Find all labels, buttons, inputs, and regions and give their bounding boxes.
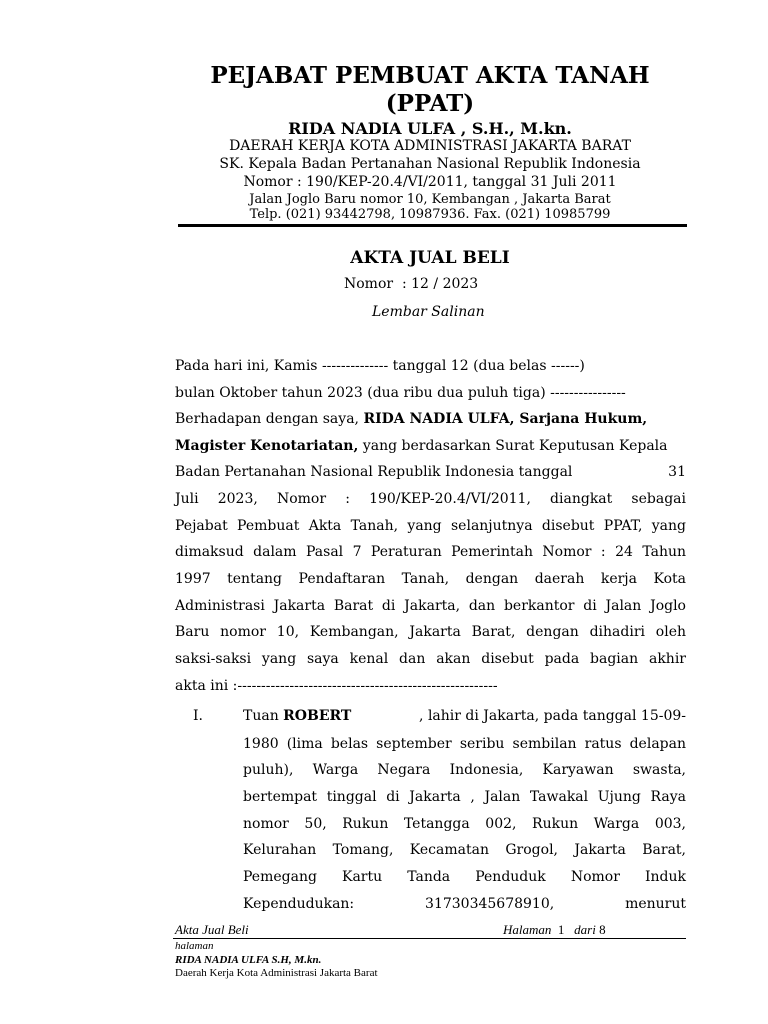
party-line: Pemegang Kartu Tanda Penduduk Nomor Induk — [243, 869, 686, 885]
body-text: 31 — [668, 464, 686, 480]
body-line: Administrasi Jakarta Barat di Jakarta, dan berkantor di Jalan Joglo — [175, 598, 686, 614]
party-text: menurut — [625, 896, 686, 912]
document-number: Nomor : 12 / 2023 — [344, 276, 479, 292]
letterhead-decree-number: Nomor : 190/KEP-20.4/VI/2011, tanggal 31 Juli 2011 — [243, 174, 617, 190]
party-line — [243, 706, 686, 726]
body-line — [175, 436, 686, 456]
letterhead-decree: SK. Kepala Badan Pertanahan Nasional Republik Indonesia — [219, 156, 641, 172]
footer-page-num: 1 — [557, 922, 565, 937]
body-line: 1997 tentang Pendaftaran Tanah, dengan daerah kerja Kota — [175, 571, 686, 587]
letterhead-address: Jalan Joglo Baru nomor 10, Kembangan , Jakarta Barat — [249, 192, 611, 207]
body-line: dimaksud dalam Pasal 7 Peraturan Pemerintah Nomor : 24 Tahun — [175, 544, 686, 560]
footer-of-label: dari — [574, 922, 596, 937]
official-name: RIDA NADIA ULFA, Sarjana Hukum, — [363, 411, 648, 427]
footer-page-info — [503, 922, 606, 938]
letterhead-area: DAERAH KERJA KOTA ADMINISTRASI JAKARTA BARAT — [229, 138, 631, 154]
body-line: Baru nomor 10, Kembangan, Jakarta Barat, dengan dihadiri oleh — [175, 624, 686, 640]
list-marker: I. — [193, 708, 203, 724]
party-line: 1980 (lima belas september seribu sembilan ratus delapan — [243, 736, 686, 752]
letterhead-subtitle: (PPAT) — [385, 90, 475, 117]
footer-page-label: Halaman — [503, 922, 552, 937]
footer-halaman: halaman — [175, 940, 214, 952]
letterhead-name: RIDA NADIA ULFA , S.H., M.kn. — [288, 119, 572, 138]
footer-divider — [173, 938, 686, 939]
official-title: Magister Kenotariatan, — [175, 438, 359, 454]
party-line: puluh), Warga Negara Indonesia, Karyawan swasta, — [243, 762, 686, 778]
party-line: nomor 50, Rukun Tetangga 002, Rukun Warga 003, — [243, 816, 686, 832]
party-line — [243, 894, 686, 914]
body-line — [175, 462, 686, 482]
party-text: , lahir di Jakarta, pada tanggal 15-09- — [419, 708, 686, 724]
body-text: Badan Pertanahan Nasional Republik Indonesia tanggal — [175, 464, 573, 480]
body-line: akta ini :------------------------------------------------------- — [175, 678, 498, 694]
copy-label: Lembar Salinan — [372, 304, 485, 320]
footer-signer: RIDA NADIA ULFA S.H, M.kn. — [175, 954, 322, 966]
body-line — [175, 409, 686, 429]
body-text: Berhadapan dengan saya, — [175, 411, 364, 427]
document-title: AKTA JUAL BELI — [350, 248, 510, 268]
footer-doc-name: Akta Jual Beli — [175, 922, 249, 937]
footer-area: Daerah Kerja Kota Administrasi Jakarta Barat — [175, 967, 378, 979]
footer-total-pages: 8 — [599, 922, 606, 937]
party-name: ROBERT — [283, 708, 352, 724]
body-line: saksi-saksi yang saya kenal dan akan disebut pada bagian akhir — [175, 651, 686, 667]
body-line: Juli 2023, Nomor : 190/KEP-20.4/VI/2011, diangkat sebagai — [175, 491, 686, 507]
party-honorific: Tuan — [243, 708, 284, 724]
body-line: Pada hari ini, Kamis -------------- tanggal 12 (dua belas ------) — [175, 358, 585, 374]
body-line: Pejabat Pembuat Akta Tanah, yang selanjutnya disebut PPAT, yang — [175, 518, 686, 534]
party-line: Kelurahan Tomang, Kecamatan Grogol, Jakarta Barat, — [243, 842, 686, 858]
body-line: bulan Oktober tahun 2023 (dua ribu dua puluh tiga) ---------------- — [175, 385, 626, 401]
letterhead-title: PEJABAT PEMBUAT AKTA TANAH — [210, 62, 650, 89]
nik-number: 31730345678910, — [425, 896, 555, 912]
body-text: yang berdasarkan Surat Keputusan Kepala — [358, 438, 668, 454]
party-line: bertempat tinggal di Jakarta , Jalan Tawakal Ujung Raya — [243, 789, 686, 805]
party-text — [243, 706, 351, 726]
party-text: Kependudukan: — [243, 896, 355, 912]
letterhead-divider — [178, 224, 687, 227]
letterhead-phone: Telp. (021) 93442798, 10987936. Fax. (021) 10985799 — [249, 207, 611, 222]
